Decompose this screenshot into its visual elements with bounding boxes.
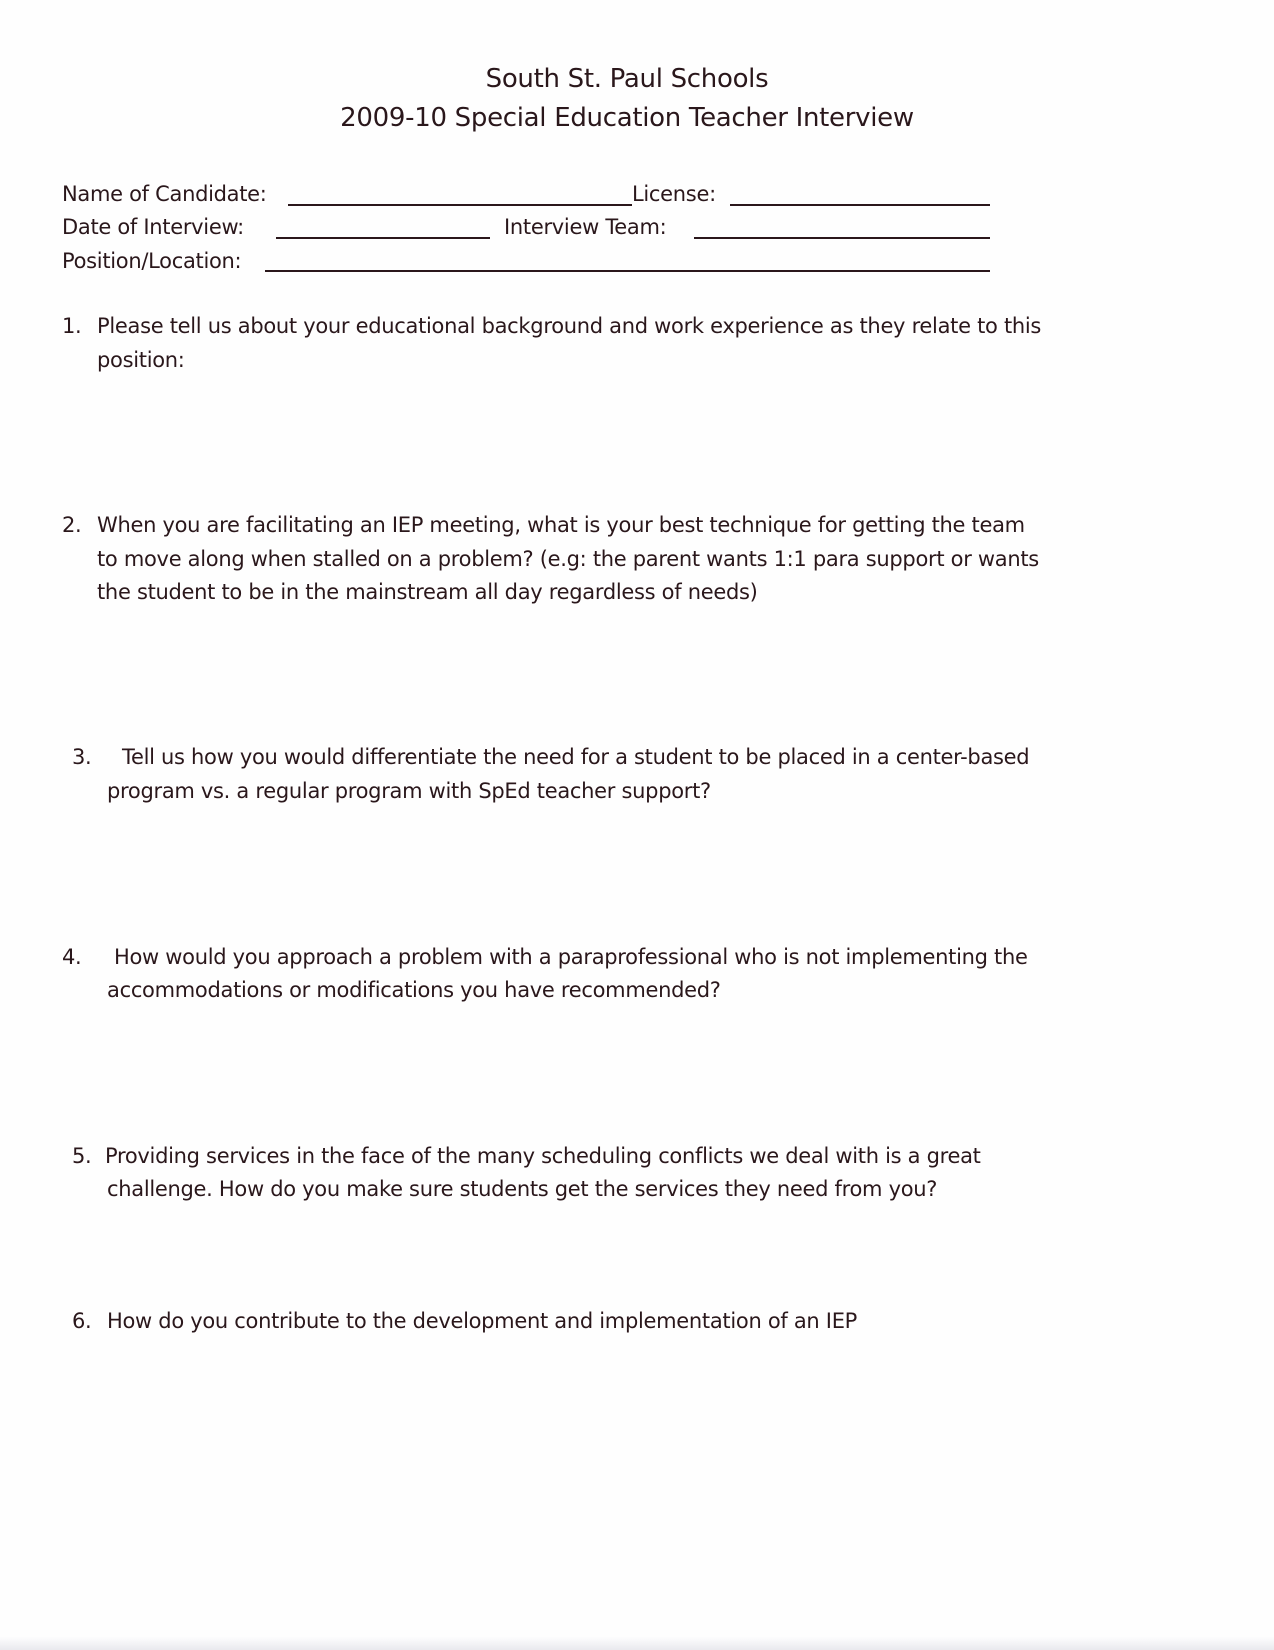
name-of-candidate-label: Name of Candidate: — [62, 182, 267, 206]
question-1-text: Please tell us about your educational background and work experience as they relate to this — [97, 314, 1042, 338]
position-location-field[interactable] — [265, 270, 990, 272]
interview-team-field[interactable] — [694, 237, 990, 239]
license-label: License: — [632, 182, 716, 206]
question-1-number: 1. — [62, 314, 82, 338]
form-title: 2009-10 Special Education Teacher Interview — [340, 103, 914, 133]
question-5-number: 5. — [72, 1144, 92, 1168]
question-3-text: Tell us how you would differentiate the need for a student to be placed in a center-based — [122, 745, 1030, 769]
question-4-text: accommodations or modifications you have recommended? — [107, 978, 721, 1002]
question-6-text: How do you contribute to the development and implementation of an IEP — [107, 1309, 858, 1333]
question-4-text: How would you approach a problem with a paraprofessional who is not implementing the — [114, 945, 1028, 969]
question-2-text: When you are facilitating an IEP meeting, what is your best technique for getting the team — [97, 513, 1025, 537]
question-2-text: the student to be in the mainstream all day regardless of needs) — [97, 580, 758, 604]
question-1-text: position: — [97, 348, 185, 372]
date-of-interview-field[interactable] — [276, 237, 490, 239]
question-3-number: 3. — [72, 745, 92, 769]
interview-team-label: Interview Team: — [504, 215, 667, 239]
school-name: South St. Paul Schools — [485, 64, 769, 94]
question-5-text: challenge. How do you make sure students get the services they need from you? — [107, 1177, 938, 1201]
position-location-label: Position/Location: — [62, 249, 242, 273]
question-3-text: program vs. a regular program with SpEd teacher support? — [107, 779, 711, 803]
question-4-number: 4. — [62, 945, 82, 969]
question-5-text: Providing services in the face of the many scheduling conflicts we deal with is a great — [105, 1144, 981, 1168]
scan-edge-shadow — [0, 1636, 1274, 1650]
question-2-number: 2. — [62, 513, 82, 537]
date-of-interview-label: Date of Interview: — [62, 215, 244, 239]
name-of-candidate-field[interactable] — [288, 204, 632, 206]
question-2-text: to move along when stalled on a problem? (e.g: the parent wants 1:1 para support or wants — [97, 547, 1039, 571]
question-6-number: 6. — [72, 1309, 92, 1333]
license-field[interactable] — [730, 204, 990, 206]
